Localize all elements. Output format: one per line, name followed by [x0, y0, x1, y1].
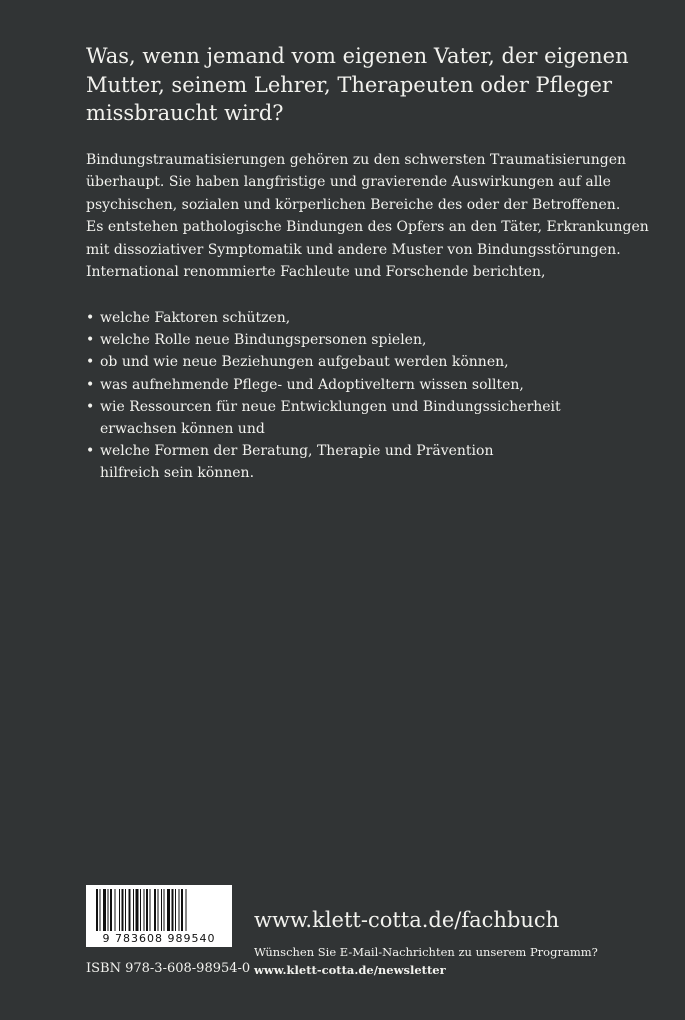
bullet-item: • wie Ressourcen für neue Entwicklungen und Bindungssicherheit erwachsen können und [86, 396, 561, 440]
barcode-bar [172, 889, 174, 931]
barcode-bar [164, 889, 165, 931]
bullet-item: • welche Rolle neue Bindungspersonen spielen, [86, 329, 561, 351]
barcode-bar [154, 889, 156, 931]
barcode-bar [115, 889, 116, 931]
barcode-bar [100, 889, 101, 931]
barcode-bar [119, 889, 120, 931]
barcode-bar [186, 889, 187, 931]
headline-line: Mutter, seinem Lehrer, Therapeuten oder Pfleger [86, 72, 613, 97]
bullet-icon: • [86, 398, 95, 415]
barcode-bar [122, 889, 124, 931]
barcode-bar [136, 889, 139, 931]
newsletter-prompt: Wünschen Sie E-Mail-Nachrichten zu unserem Programm? [254, 945, 598, 959]
description-line: International renommierte Fachleute und Forschende berichten, [86, 264, 546, 281]
barcode-bar [110, 889, 112, 931]
barcode-bar [96, 889, 98, 931]
isbn: ISBN 978-3-608-98954-0 [86, 961, 251, 976]
barcode-bar [181, 889, 183, 931]
barcode-bar [175, 889, 176, 931]
barcode-bar [140, 889, 141, 931]
bullet-item: • was aufnehmende Pflege- und Adoptiveltern wissen sollten, [86, 374, 561, 396]
barcode-bar [179, 889, 180, 931]
barcode-bar [150, 889, 151, 931]
barcode-bars-icon [94, 889, 224, 931]
newsletter-link[interactable]: www.klett-cotta.de/newsletter [254, 963, 446, 977]
bullet-icon: • [86, 332, 95, 349]
barcode-number: 9 783608 989540 [102, 932, 216, 945]
barcode-bar [103, 889, 106, 931]
description [86, 149, 676, 283]
barcode [86, 885, 232, 947]
barcode-bar [158, 889, 159, 931]
barcode-bar [129, 889, 131, 931]
barcode-bar [144, 889, 145, 931]
barcode-bar [146, 889, 148, 931]
barcode-bar [108, 889, 109, 931]
description-line: überhaupt. Sie haben langfristige und gravierende Auswirkungen auf alle [86, 174, 611, 191]
description-line: Es entstehen pathologische Bindungen des Opfers an den Täter, Erkrankungen [86, 219, 649, 236]
description-line: psychischen, sozialen und körperlichen Bereiche des oder der Betroffenen. [86, 196, 621, 213]
bullet-item: • welche Faktoren schützen, [86, 307, 561, 329]
bullet-item: • welche Formen der Beratung, Therapie und Prävention hilfreich sein können. [86, 440, 561, 484]
headline [86, 42, 666, 128]
barcode-bar [161, 889, 162, 931]
bullet-icon: • [86, 443, 95, 460]
description-line: Bindungstraumatisierungen gehören zu den schwersten Traumatisierungen [86, 152, 627, 168]
barcode-bar [133, 889, 134, 931]
bullet-item: • ob und wie neue Beziehungen aufgebaut werden können, [86, 351, 561, 373]
barcode-bar [125, 889, 126, 931]
bullet-icon: • [86, 354, 95, 371]
bullet-list [86, 307, 561, 485]
headline-line: missbraucht wird? [86, 101, 284, 125]
bullet-icon: • [86, 310, 95, 326]
website-link[interactable]: www.klett-cotta.de/fachbuch [254, 908, 560, 932]
barcode-bar [167, 889, 170, 931]
headline-line: Was, wenn jemand vom eigenen Vater, der eigenen [86, 44, 629, 68]
description-line: mit dissoziativer Symptomatik und andere Muster von Bindungsstörungen. [86, 241, 621, 258]
bullet-icon: • [86, 376, 95, 393]
